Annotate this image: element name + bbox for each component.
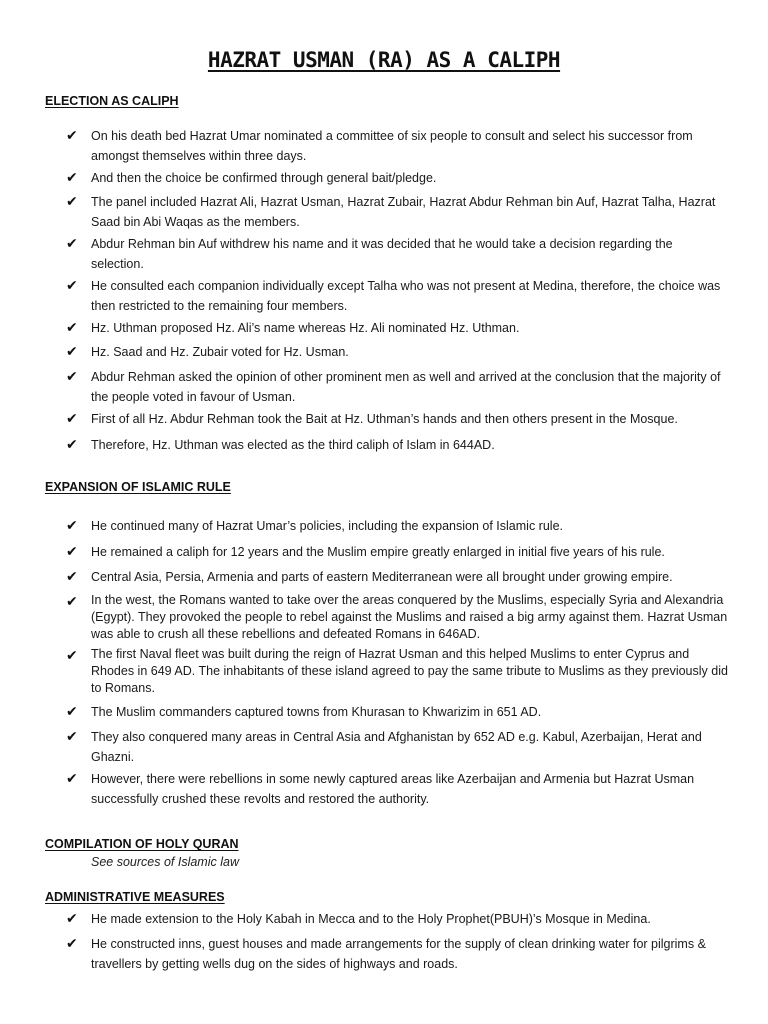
- check-icon: ✔: [66, 771, 78, 787]
- section-heading-administrative: ADMINISTRATIVE MEASURES: [45, 890, 225, 904]
- list-item-text: Hz. Saad and Hz. Zubair voted for Hz. Usman.: [91, 345, 349, 359]
- check-icon: ✔: [66, 911, 78, 927]
- list-item-text: Hz. Uthman proposed Hz. Ali’s name whereas Hz. Ali nominated Hz. Uthman.: [91, 321, 520, 335]
- check-icon: ✔: [66, 194, 78, 210]
- check-icon: ✔: [66, 369, 78, 385]
- list-item: [0, 234, 768, 274]
- list-item-text: However, there were rebellions in some newly captured areas like Azerbaijan and Armenia but Hazrat Usman successfully crushed these revolts and restored the authority.: [91, 772, 695, 806]
- list-item: [0, 727, 768, 767]
- list-item-text: He continued many of Hazrat Umar’s policies, including the expansion of Islamic rule.: [91, 519, 563, 533]
- check-icon: ✔: [66, 648, 78, 664]
- check-icon: ✔: [66, 128, 78, 144]
- list-item: [0, 435, 768, 455]
- list-item-text: The panel included Hazrat Ali, Hazrat Usman, Hazrat Zubair, Hazrat Abdur Rehman bin Auf, Hazrat Talha, Hazrat Saad bin Abi Waqas as the members.: [91, 195, 716, 229]
- check-icon: ✔: [66, 236, 78, 252]
- list-item: [0, 318, 768, 338]
- list-item-text: In the west, the Romans wanted to take over the areas conquered by the Muslims, especially Syria and Alexandria (Egypt). They provoked the people to rebel against the Muslims and raised a big army against them. Hazrat Usman was able to crush all these rebellions and defeated Romans in 646AD.: [91, 593, 728, 641]
- list-item: [0, 342, 768, 362]
- section-heading-quran: COMPILATION OF HOLY QURAN: [45, 837, 239, 851]
- list-item: [0, 192, 768, 232]
- list-item-text: The Muslim commanders captured towns from Khurasan to Khwarizim in 651 AD.: [91, 705, 542, 719]
- check-icon: ✔: [66, 320, 78, 336]
- list-item-text: The first Naval fleet was built during the reign of Hazrat Usman and this helped Muslims to enter Cyprus and Rhodes in 649 AD. The inhabitants of these island agreed to pay the same tribute to Muslims as they previously did to Romans.: [91, 647, 728, 695]
- list-item: [0, 168, 768, 188]
- list-item-text: Therefore, Hz. Uthman was elected as the third caliph of Islam in 644AD.: [91, 438, 495, 452]
- cross-reference-note: See sources of Islamic law: [91, 855, 239, 869]
- list-item-text: And then the choice be confirmed through general bait/pledge.: [91, 171, 437, 185]
- check-icon: ✔: [66, 936, 78, 952]
- list-item-text: He constructed inns, guest houses and made arrangements for the supply of clean drinking water for pilgrims & travellers by getting wells dug on the sides of highways and roads.: [91, 937, 706, 971]
- page-title: HAZRAT USMAN (RA) AS A CALIPH: [207, 48, 561, 72]
- section-heading-expansion: EXPANSION OF ISLAMIC RULE: [45, 480, 231, 494]
- list-item: [0, 702, 768, 722]
- expansion-list: [0, 516, 768, 809]
- list-item-text: He consulted each companion individually except Talha who was not present at Medina, therefore, the choice was then restricted to the remaining four members.: [91, 279, 721, 313]
- administrative-list: [0, 909, 768, 974]
- list-item-text: He made extension to the Holy Kabah in Mecca and to the Holy Prophet(PBUH)’s Mosque in Medina.: [91, 912, 651, 926]
- list-item-text: Central Asia, Persia, Armenia and parts of eastern Mediterranean were all brought under growing empire.: [91, 570, 673, 584]
- list-item: [0, 126, 768, 166]
- list-item: [0, 909, 768, 929]
- check-icon: ✔: [66, 544, 78, 560]
- list-item-text: First of all Hz. Abdur Rehman took the Bait at Hz. Uthman’s hands and then others present in the Mosque.: [91, 412, 678, 426]
- list-item-text: Abdur Rehman bin Auf withdrew his name and it was decided that he would take a decision regarding the selection.: [91, 237, 673, 271]
- election-list: [0, 126, 768, 455]
- list-item: [0, 409, 768, 429]
- check-icon: ✔: [66, 344, 78, 360]
- list-item: [0, 367, 768, 407]
- list-item-text: They also conquered many areas in Central Asia and Afghanistan by 652 AD e.g. Kabul, Azerbaijan, Herat and Ghazni.: [91, 730, 702, 764]
- list-item: [0, 567, 768, 587]
- check-icon: ✔: [66, 170, 78, 186]
- check-icon: ✔: [66, 278, 78, 294]
- list-item: [0, 276, 768, 316]
- list-item: [0, 934, 768, 974]
- list-item-text: Abdur Rehman asked the opinion of other prominent men as well and arrived at the conclusion that the majority of the people voted in favour of Usman.: [91, 370, 721, 404]
- list-item-text: On his death bed Hazrat Umar nominated a committee of six people to consult and select his successor from amongst themselves within three days.: [91, 129, 693, 163]
- section-heading-election: ELECTION AS CALIPH: [45, 94, 179, 108]
- list-item: [0, 646, 768, 697]
- list-item: [0, 592, 768, 643]
- check-icon: ✔: [66, 518, 78, 534]
- list-item: [0, 516, 768, 536]
- check-icon: ✔: [66, 437, 78, 453]
- check-icon: ✔: [66, 729, 78, 745]
- check-icon: ✔: [66, 594, 78, 610]
- check-icon: ✔: [66, 411, 78, 427]
- check-icon: ✔: [66, 704, 78, 720]
- list-item-text: He remained a caliph for 12 years and the Muslim empire greatly enlarged in initial five years of his rule.: [91, 545, 665, 559]
- list-item: [0, 769, 768, 809]
- check-icon: ✔: [66, 569, 78, 585]
- list-item: [0, 542, 768, 562]
